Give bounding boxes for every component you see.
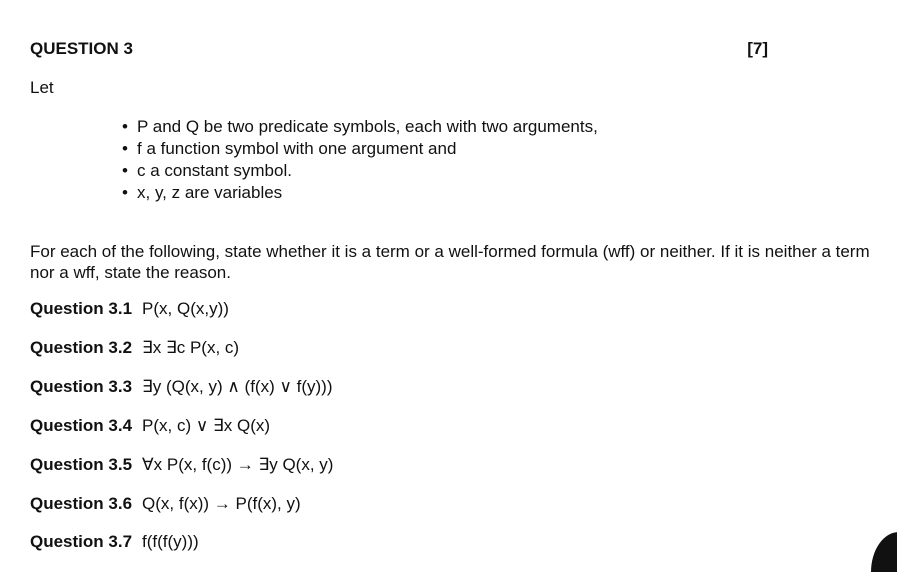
subquestion-expression: ∀x P(x, f(c)) → ∃y Q(x, y) <box>142 455 334 474</box>
subquestion-label: Question 3.1 <box>30 299 133 318</box>
subquestion-3-2 <box>30 338 239 358</box>
bullet-icon: • <box>122 183 128 202</box>
bullet-icon: • <box>122 117 128 136</box>
question-title: QUESTION 3 <box>30 39 133 58</box>
bullet-icon: • <box>122 139 128 158</box>
subquestion-3-4 <box>30 416 270 436</box>
subquestion-expression: ∃x ∃c P(x, c) <box>142 338 240 357</box>
bullet-icon: • <box>122 161 128 180</box>
question-heading <box>30 39 770 59</box>
subquestion-3-1 <box>30 299 229 319</box>
intro-text: Let <box>30 78 54 97</box>
subquestion-label: Question 3.2 <box>30 338 133 357</box>
list-item: • P and Q be two predicate symbols, each with two arguments, <box>122 117 598 136</box>
subquestion-label: Question 3.3 <box>30 377 133 396</box>
list-item: • c a constant symbol. <box>122 161 292 180</box>
subquestion-3-5 <box>30 455 333 475</box>
subquestion-label: Question 3.6 <box>30 494 133 513</box>
subquestion-expression: f(f(f(y))) <box>142 532 199 551</box>
subquestion-3-3 <box>30 377 333 397</box>
subquestion-3-6 <box>30 494 301 514</box>
subquestion-expression: P(x, Q(x,y)) <box>142 299 229 318</box>
subquestion-expression: Q(x, f(x)) → P(f(x), y) <box>142 494 301 513</box>
subquestion-label: Question 3.4 <box>30 416 133 435</box>
subquestion-expression: ∃y (Q(x, y) ∧ (f(x) ∨ f(y))) <box>142 377 333 396</box>
definitions-list <box>120 116 598 204</box>
list-item: • f a function symbol with one argument and <box>122 139 457 158</box>
subquestion-expression: P(x, c) ∨ ∃x Q(x) <box>142 416 271 435</box>
list-item: • x, y, z are variables <box>122 183 283 202</box>
subquestion-label: Question 3.7 <box>30 532 133 551</box>
subquestion-label: Question 3.5 <box>30 455 133 474</box>
instructions-text: For each of the following, state whether it is a term or a well-formed formula (wff) or neither. If it is neither a term nor a wff, state the reason. <box>30 242 870 282</box>
question-marks: [7] <box>747 39 768 58</box>
corner-shape <box>871 532 897 572</box>
subquestion-3-7 <box>30 532 199 552</box>
